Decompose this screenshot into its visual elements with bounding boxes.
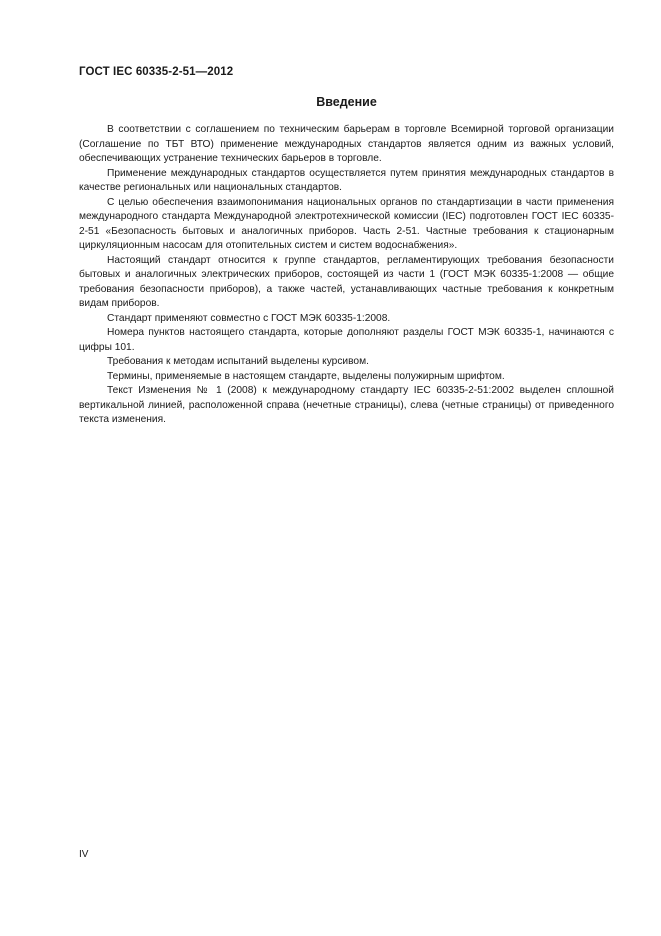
paragraph: Настоящий стандарт относится к группе стандартов, регламентирующих требования безопасности бытовых и аналогичных электрических приборов, состоящей из части 1 (ГОСТ МЭК 60335-1:2008 — общие требования безопасности приборов), а также частей, устанавливающих частные требования к конкретным видам приборов.	[79, 254, 614, 309]
paragraph: С целью обеспечения взаимопонимания национальных органов по стандартизации в части применения международного стандарта Международной электротехнической комиссии (IEC) подготовлен ГОСТ IEC 60335-2-51 «Безопасность бытовых и аналогичных приборов. Часть 2-51. Частные требования к стационарным циркуляционным насосам для отопительных систем и систем водоснабжения».	[79, 196, 614, 251]
page-number: IV	[79, 849, 89, 860]
paragraph: В соответствии с соглашением по техническим барьерам в торговле Всемирной торговой организации (Соглашение по ТБТ ВТО) применение международных стандартов является одним из важных условий, обеспечивающих устранение технических барьеров в торговле.	[79, 124, 614, 164]
paragraph: Требования к методам испытаний выделены курсивом.	[107, 356, 369, 367]
document-code-header: ГОСТ IEC 60335-2-51—2012	[79, 66, 234, 78]
section-title: Введение	[316, 95, 377, 109]
introduction-body	[79, 123, 614, 428]
paragraph: Номера пунктов настоящего стандарта, которые дополняют разделы ГОСТ МЭК 60335-1, начинаются с цифры 101.	[79, 327, 614, 353]
paragraph: Термины, применяемые в настоящем стандарте, выделены полужирным шрифтом.	[107, 370, 505, 382]
paragraph: Стандарт применяют совместно с ГОСТ МЭК 60335-1:2008.	[107, 312, 391, 324]
paragraph: Применение международных стандартов осуществляется путем принятия международных стандартов в качестве региональных или национальных стандартов.	[79, 167, 614, 193]
paragraph: Текст Изменения № 1 (2008) к международному стандарту IEC 60335-2-51:2002 выделен сплошной вертикальной линией, расположенной справа (нечетные страницы), слева (четные страницы) от приведенного текста изменения.	[79, 385, 614, 425]
